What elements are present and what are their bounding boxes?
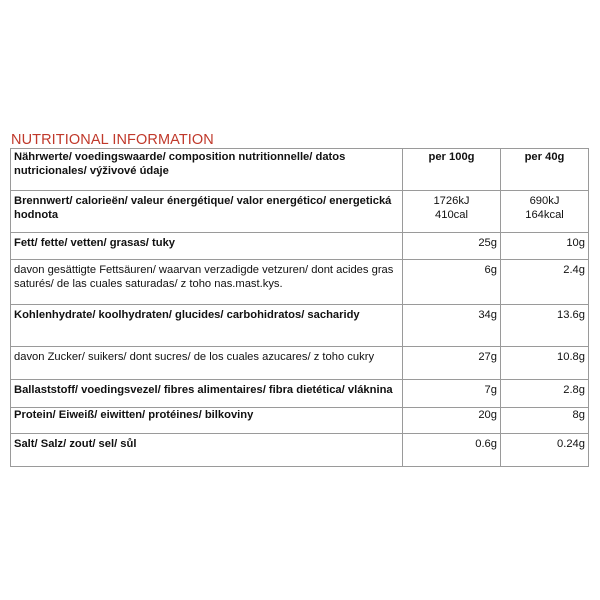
row-value-protein-40g: 8g [501, 408, 589, 434]
row-value-energy-100g [403, 191, 501, 233]
energy-cal-100g: 410cal [435, 209, 468, 221]
row-label-sugars: davon Zucker/ suikers/ dont sucres/ de los cuales azucares/ z toho cukry [11, 347, 403, 380]
row-label-protein: Protein/ Eiweiß/ eiwitten/ protéines/ bilkoviny [11, 408, 403, 434]
row-label-fat: Fett/ fette/ vetten/ grasas/ tuky [11, 233, 403, 260]
table-row-fat [11, 233, 589, 260]
row-value-energy-40g [501, 191, 589, 233]
table-header-row [11, 149, 589, 191]
nutrition-title: NUTRITIONAL INFORMATION [11, 132, 214, 148]
row-value-carbohydrates-40g: 13.6g [501, 305, 589, 347]
row-value-sugars-100g: 27g [403, 347, 501, 380]
row-value-protein-100g: 20g [403, 408, 501, 434]
energy-kcal-40g: 164kcal [525, 209, 564, 221]
row-value-saturates-40g: 2.4g [501, 260, 589, 305]
table-row-energy [11, 191, 589, 233]
table-row-salt [11, 434, 589, 467]
energy-kj-40g: 690kJ [529, 195, 560, 207]
table-row-sugars [11, 347, 589, 380]
row-value-salt-40g: 0.24g [501, 434, 589, 467]
row-value-fat-100g: 25g [403, 233, 501, 260]
table-row-protein [11, 408, 589, 434]
row-label-carbohydrates: Kohlenhydrate/ koolhydraten/ glucides/ carbohidratos/ sacharidy [11, 305, 403, 347]
row-label-saturates: davon gesättigte Fettsäuren/ waarvan verzadigde vetzuren/ dont acides gras saturés/ de las cuales saturadas/ z toho nas.mast.kys. [11, 260, 403, 305]
row-value-salt-100g: 0.6g [403, 434, 501, 467]
header-label: Nährwerte/ voedingswaarde/ composition nutritionnelle/ datos nutricionales/ výživové údaje [11, 149, 403, 191]
row-value-fibre-40g: 2.8g [501, 380, 589, 408]
energy-kj-100g: 1726kJ [433, 195, 470, 207]
table-row-carbohydrates [11, 305, 589, 347]
table-row-fibre [11, 380, 589, 408]
row-label-salt: Salt/ Salz/ zout/ sel/ sůl [11, 434, 403, 467]
row-value-saturates-100g: 6g [403, 260, 501, 305]
header-per-100g: per 100g [403, 149, 501, 191]
header-per-40g: per 40g [501, 149, 589, 191]
nutrition-table [10, 148, 589, 467]
row-value-sugars-40g: 10.8g [501, 347, 589, 380]
table-row-saturates [11, 260, 589, 305]
row-value-fibre-100g: 7g [403, 380, 501, 408]
row-value-carbohydrates-100g: 34g [403, 305, 501, 347]
row-label-energy: Brennwert/ calorieën/ valeur énergétique/ valor energético/ energetická hodnota [11, 191, 403, 233]
row-label-fibre: Ballaststoff/ voedingsvezel/ fibres alimentaires/ fibra dietética/ vláknina [11, 380, 403, 408]
row-value-fat-40g: 10g [501, 233, 589, 260]
